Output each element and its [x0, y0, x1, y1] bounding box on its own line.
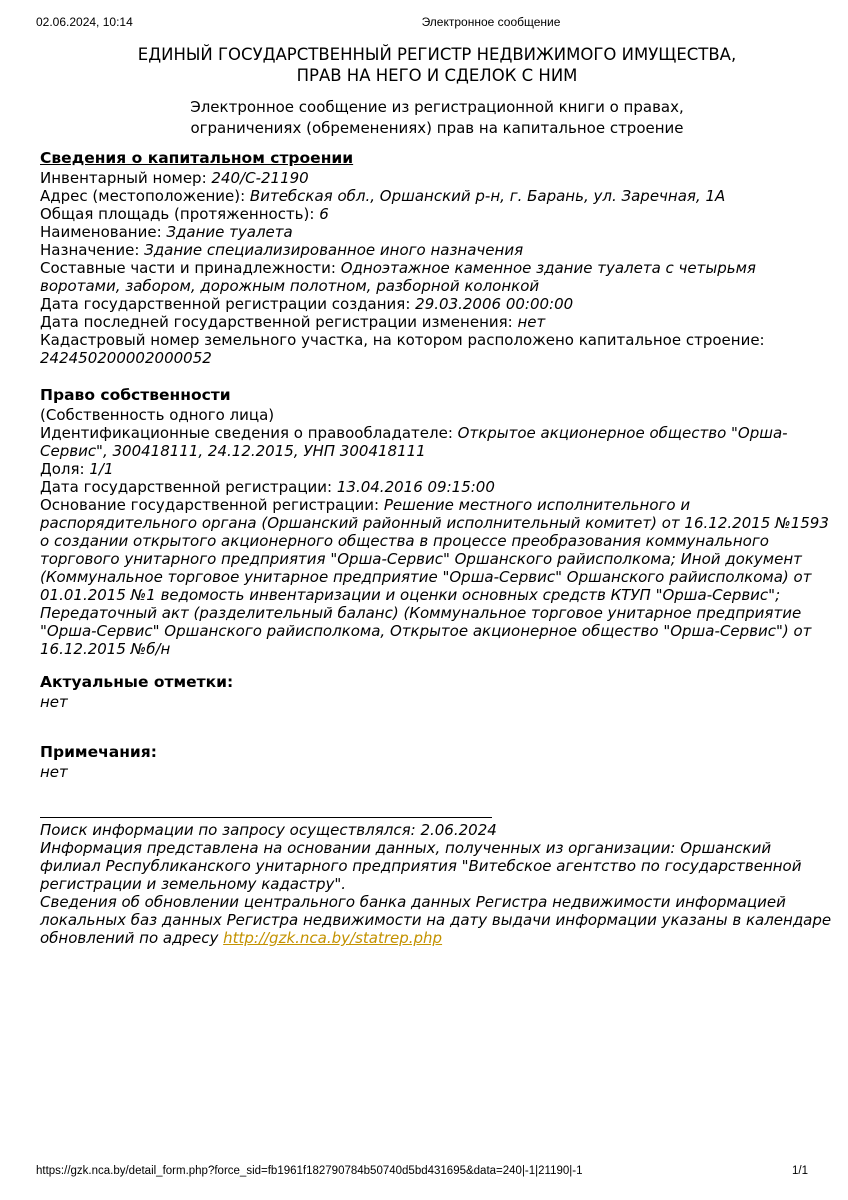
print-footer-page-number: 1/1 [792, 1165, 808, 1177]
search-date-line [40, 821, 834, 839]
info-footer [40, 817, 834, 947]
document-subtitle [40, 97, 834, 139]
field-value: 1/1 [89, 460, 114, 478]
field-inventory-number [40, 169, 834, 187]
field-label: Наименование: [40, 223, 162, 241]
field-value: 240/С-21190 [211, 169, 309, 187]
update-info-text: Сведения об обновлении центрального банка данных Регистра недвижимости информацией локальных баз данных Регистра недвижимости на дату выдачи информации указаны в календаре обновлений по адресу [40, 893, 832, 947]
field-value: 6 [319, 205, 329, 223]
notes-value: нет [40, 763, 68, 781]
field-label: Инвентарный номер: [40, 169, 207, 187]
actual-marks-section [40, 672, 834, 711]
field-creation-reg-date [40, 295, 834, 313]
field-purpose [40, 241, 834, 259]
document-title [40, 44, 834, 86]
field-label: Основание государственной регистрации: [40, 496, 380, 514]
field-reg-basis [40, 496, 834, 658]
field-value: Открытое акционерное общество "Орша-Сервис", 300418111, 24.12.2015, УНП 300418111 [40, 424, 788, 460]
field-value: Здание специализированное иного назначения [144, 241, 524, 259]
notes-section [40, 742, 834, 781]
ownership-type: (Собственность одного лица) [40, 406, 275, 424]
field-value: 13.04.2016 09:15:00 [336, 478, 495, 496]
print-header-datetime: 02.06.2024, 10:14 [36, 15, 133, 29]
field-label: Адрес (местоположение): [40, 187, 246, 205]
field-value: Одноэтажное каменное здание туалета с четырьмя воротами, забором, дорожным полотном, разборной колонкой [40, 259, 756, 295]
ownership-section-heading: Право собственности [40, 386, 231, 404]
update-info-line [40, 893, 834, 947]
ownership-section [40, 385, 834, 658]
notes-heading: Примечания: [40, 743, 157, 761]
actual-marks-heading: Актуальные отметки: [40, 673, 234, 691]
field-total-area [40, 205, 834, 223]
field-label: Идентификационные сведения о правообладателе: [40, 424, 453, 442]
actual-marks-value: нет [40, 693, 68, 711]
field-value: 29.03.2006 00:00:00 [415, 295, 574, 313]
print-footer-url: https://gzk.nca.by/detail_form.php?force_sid=fb1961f182790784b50740d5bd431695&data=240|-1|21190|-1 [36, 1165, 583, 1177]
field-label: Дата последней государственной регистрации изменения: [40, 313, 513, 331]
field-label: Дата государственной регистрации создания: [40, 295, 411, 313]
field-value: 242450200002000052 [40, 349, 212, 367]
field-components [40, 259, 834, 295]
field-share [40, 460, 834, 478]
field-label: Назначение: [40, 241, 140, 259]
field-address [40, 187, 834, 205]
building-section-heading: Сведения о капитальном строении [40, 149, 354, 167]
document-subtitle-line1: Электронное сообщение из регистрационной книги о правах, [190, 98, 684, 116]
field-value: нет [517, 313, 546, 331]
field-label: Дата государственной регистрации: [40, 478, 333, 496]
field-value: Витебская обл., Оршанский р-н, г. Барань, ул. Заречная, 1А [249, 187, 726, 205]
building-info-section [40, 148, 834, 367]
field-reg-date [40, 478, 834, 496]
search-date-value: 2.06.2024 [420, 821, 497, 839]
data-source-line: Информация представлена на основании данных, полученных из организации: Оршанский филиал Республиканского унитарного предприятия "Витебское агентство по государственной регистрации и земельному кадастру". [40, 839, 802, 893]
document-title-line2: ПРАВ НА НЕГО И СДЕЛОК С НИМ [296, 66, 578, 85]
field-value: Здание туалета [166, 223, 293, 241]
field-land-cadastral-number [40, 331, 834, 367]
field-last-change-reg-date [40, 313, 834, 331]
statrep-link[interactable]: http://gzk.nca.by/statrep.php [223, 929, 443, 947]
field-label: Общая площадь (протяженность): [40, 205, 315, 223]
field-value: Решение местного исполнительного и распорядительного органа (Оршанский районный исполнительный комитет) от 16.12.2015 №1593 о создании открытого акционерного общества в процессе преобразования коммунального торгового унитарного предприятия "Орша-Сервис" Оршанского райисполкома; Иной документ (Коммунальное торговое унитарное предприятие "Орша-Сервис" Оршанского райисполкома) от 01.01.2015 №1 ведомость инвентаризации и оценки основных средств КТУП "Орша-Сервис"; Передаточный акт (разделительный баланс) (Коммунальное торговое унитарное предприятие "Орша-Сервис" Оршанского райисполкома, Открытое акционерное общество "Орша-Сервис") от 16.12.2015 №б/н [40, 496, 829, 658]
document-title-line1: ЕДИНЫЙ ГОСУДАРСТВЕННЫЙ РЕГИСТР НЕДВИЖИМОГО ИМУЩЕСТВА, [137, 45, 737, 64]
field-rightholder-id [40, 424, 834, 460]
document-subtitle-line2: ограничениях (обременениях) прав на капитальное строение [190, 119, 684, 137]
print-header-title: Электронное сообщение [421, 15, 561, 29]
field-label: Доля: [40, 460, 85, 478]
field-label: Кадастровый номер земельного участка, на котором расположено капитальное строение: [40, 331, 765, 349]
field-label: Составные части и принадлежности: [40, 259, 336, 277]
search-date-label: Поиск информации по запросу осуществлялся: [40, 821, 416, 839]
field-name [40, 223, 834, 241]
